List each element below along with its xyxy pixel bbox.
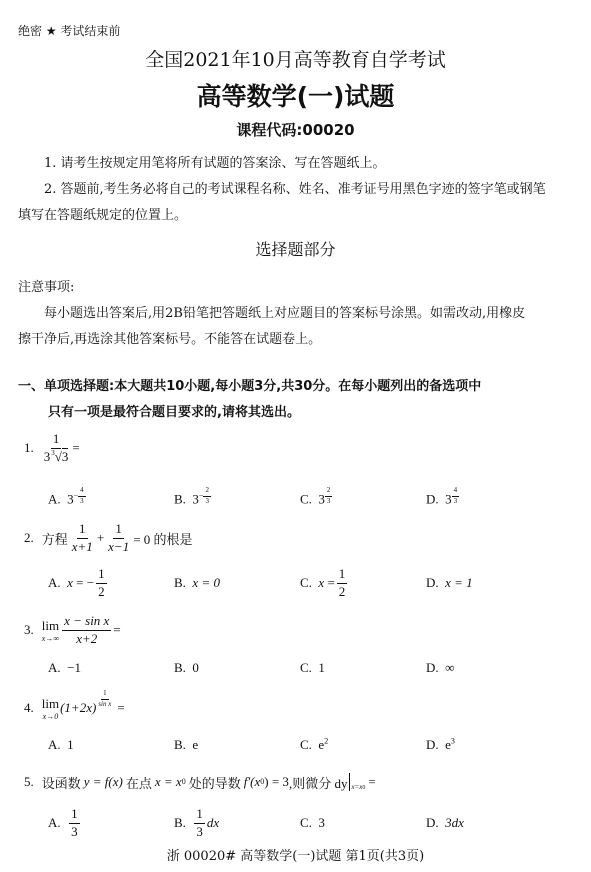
option-fraction	[337, 567, 348, 599]
denominator: 3	[71, 823, 78, 839]
q1-option-b[interactable]	[174, 487, 211, 507]
option-base: 3	[67, 491, 74, 507]
question-number: 5.	[24, 774, 34, 789]
equals-sign: =	[113, 622, 121, 637]
q5-option-b[interactable]	[174, 806, 219, 840]
option-fraction	[96, 567, 107, 599]
option-text: 1	[67, 737, 74, 752]
equals-sign: =	[117, 700, 125, 715]
exponent-denominator: 3	[453, 496, 458, 505]
evaluation-subscript-index: 0	[362, 785, 366, 791]
question-number: 4.	[24, 700, 34, 715]
q2-option-c[interactable]	[300, 566, 349, 600]
exponent-denominator: sin x	[98, 699, 112, 708]
option-base: e	[445, 737, 451, 752]
q5-option-a[interactable]	[48, 806, 82, 840]
option-label: A.	[48, 815, 61, 830]
option-label: D.	[426, 815, 439, 830]
question-text: 处的导数	[188, 775, 241, 791]
instruction-2: 2. 答题前,考生务必将自己的考试课程名称、姓名、准考证号用黑色字迹的签字笔或钢笔	[44, 182, 546, 197]
page-footer: 浙 00020# 高等数学(一)试题 第1页(共3页)	[166, 849, 425, 864]
derivative-expr: f′(x	[243, 774, 261, 789]
option-fraction	[69, 807, 80, 839]
evaluation-bar	[349, 773, 365, 791]
numerator: 1	[51, 432, 62, 448]
question-text: 设函数	[41, 775, 81, 791]
numerator: 1	[113, 522, 124, 538]
q1-option-c[interactable]	[300, 487, 332, 507]
option-label: C.	[300, 660, 312, 675]
option-label: C.	[300, 737, 312, 752]
exponent	[78, 487, 86, 505]
option-exponent: 2	[324, 736, 329, 746]
option-label: C.	[300, 815, 312, 830]
limit-subscript: x→0	[42, 711, 59, 721]
evaluation-subscript: x=x	[351, 783, 363, 791]
coefficient: 3	[43, 448, 51, 464]
root-index: 3	[51, 449, 55, 458]
question-4	[24, 690, 125, 726]
q3-option-b[interactable]	[174, 660, 199, 676]
option-label: B.	[174, 737, 186, 752]
q2-option-d[interactable]	[426, 575, 473, 591]
numerator: 1	[337, 567, 348, 583]
option-base: 3	[445, 491, 452, 507]
option-text: 1	[318, 660, 325, 675]
exponent	[452, 487, 460, 505]
option-label: D.	[426, 491, 439, 507]
option-label: A.	[48, 491, 61, 507]
option-base: 3	[192, 491, 199, 507]
question-text: ,则微分 dy	[288, 775, 348, 791]
option-label: C.	[300, 491, 312, 507]
option-text: x = 1	[445, 575, 473, 590]
confidential-mark: 绝密 ★ 考试结束前	[18, 24, 121, 38]
exponent-numerator: 1	[101, 690, 109, 700]
option-label: B.	[174, 815, 186, 830]
option-label: B.	[174, 575, 186, 590]
plus-sign: +	[96, 530, 105, 545]
exponent	[325, 487, 333, 505]
option-text: 0	[192, 660, 199, 675]
question-2	[24, 520, 193, 556]
exponent-denominator: 3	[205, 496, 209, 505]
question-number: 3.	[24, 622, 34, 637]
option-exponent: 3	[450, 736, 455, 746]
part1-heading-cont: 只有一项是最符合题目要求的,请将其选出。	[48, 405, 300, 420]
q3-option-d[interactable]	[426, 660, 454, 676]
option-base: 3	[318, 491, 325, 507]
option-text: ∞	[445, 660, 455, 675]
power-base: (1+2x)	[60, 700, 97, 715]
equals-sign: =	[368, 774, 376, 789]
denominator: x−1	[108, 538, 130, 554]
limit-word: lim	[41, 695, 60, 711]
q2-option-b[interactable]	[174, 575, 220, 591]
option-label: C.	[300, 575, 312, 590]
option-label: D.	[426, 737, 439, 752]
question-tail: = 0 的根是	[133, 531, 193, 547]
denominator: 2	[98, 583, 105, 599]
derivative-value: ) = 3	[264, 774, 289, 789]
course-code: 课程代码:00020	[236, 121, 355, 139]
option-text: −1	[67, 660, 81, 675]
instruction-1: 1. 请考生按规定用笔将所有试题的答案涂、写在答题纸上。	[44, 156, 386, 171]
q1-option-d[interactable]	[426, 487, 459, 507]
notes-title: 注意事项:	[18, 280, 75, 295]
fraction-2	[106, 522, 131, 554]
question-1	[24, 430, 80, 466]
exponent-numerator: 2	[203, 487, 211, 497]
q3-option-a[interactable]	[48, 660, 81, 676]
option-base: e	[318, 737, 325, 752]
question-number: 2.	[24, 530, 34, 545]
numerator: 1	[96, 567, 107, 583]
option-label: A.	[48, 737, 61, 752]
option-equals: = −	[76, 575, 95, 590]
radicand: 3	[61, 448, 69, 464]
notes-line-1: 每小题选出答案后,用2B铅笔把答题纸上对应题目的答案标号涂黑。如需改动,用橡皮	[44, 306, 526, 321]
q4-option-a[interactable]	[48, 737, 74, 753]
equals-sign: =	[72, 440, 80, 455]
part1-heading: 一、单项选择题:本大题共10小题,每小题3分,共30分。在每小题列出的备选项中	[18, 379, 482, 394]
radical-sign: √	[54, 448, 62, 464]
option-variable: x	[67, 575, 73, 590]
section-title: 选择题部分	[255, 240, 336, 259]
question-number: 1.	[24, 440, 34, 455]
denominator: 3	[196, 823, 203, 839]
numerator: 1	[69, 807, 80, 823]
numerator: 1	[77, 522, 88, 538]
numerator: x − sin x	[62, 614, 111, 630]
exam-title: 全国2021年10月高等教育自学考试	[145, 49, 446, 71]
denominator: x+2	[76, 630, 98, 646]
option-text: e	[192, 737, 199, 752]
option-tail: dx	[206, 815, 220, 830]
q4-option-d[interactable]	[426, 737, 455, 753]
denominator	[42, 449, 71, 464]
limit-operator	[42, 618, 59, 643]
option-label: A.	[48, 575, 61, 590]
q1-option-a[interactable]	[48, 487, 86, 507]
q4-option-b[interactable]	[174, 737, 198, 753]
denominator: 2	[338, 583, 346, 599]
question-prefix: 方程	[41, 531, 68, 547]
question-text: 在点	[125, 775, 152, 791]
denominator: x+1	[71, 538, 93, 554]
numerator: 1	[194, 807, 205, 823]
option-equals: =	[327, 575, 335, 590]
instruction-2-cont: 填写在答题纸规定的位置上。	[18, 208, 188, 223]
option-text: 3dx	[445, 815, 464, 830]
question-5: 5. 设函数 y = f(x) 在点 x = x 0 处的导数 f′(x 0 ) = 3 ,则微分 dy x=x 0 =	[24, 774, 376, 791]
option-label: D.	[426, 660, 439, 675]
q2-option-a[interactable]	[48, 566, 109, 600]
option-label: D.	[426, 575, 439, 590]
q5-option-d[interactable]	[426, 815, 464, 831]
exponent-denominator: 3	[326, 496, 331, 505]
fraction	[42, 432, 71, 464]
exponent-numerator: 4	[452, 487, 460, 497]
option-fraction	[194, 807, 205, 839]
limit-word: lim	[41, 617, 60, 633]
exponent-numerator: 2	[325, 487, 333, 497]
option-label: B.	[174, 491, 186, 507]
option-text: 3	[318, 815, 325, 830]
function-expr: y = f(x)	[83, 774, 123, 789]
q4-option-c[interactable]	[300, 737, 328, 753]
question-3	[24, 612, 121, 648]
point-expr: x = x	[154, 774, 182, 789]
subject-title: 高等数学(一)试题	[196, 82, 395, 111]
limit-operator	[42, 696, 59, 721]
fraction-1	[70, 522, 95, 554]
limit-subscript: x→∞	[41, 633, 60, 643]
notes-line-2: 擦干净后,再选涂其他答案标号。不能答在试题卷上。	[18, 332, 322, 347]
q3-option-c[interactable]	[300, 660, 325, 676]
exponent-sign: −	[198, 491, 204, 501]
exponent-sign: −	[73, 491, 79, 501]
option-variable: x	[318, 575, 325, 590]
fraction	[62, 614, 111, 646]
exponent	[96, 690, 113, 708]
option-label: A.	[48, 660, 61, 675]
q5-option-c[interactable]	[300, 815, 325, 831]
exponent-denominator: 3	[80, 496, 84, 505]
exponent-numerator: 4	[78, 487, 86, 497]
exponent	[203, 487, 211, 505]
option-label: B.	[174, 660, 186, 675]
option-text: x = 0	[192, 575, 220, 590]
